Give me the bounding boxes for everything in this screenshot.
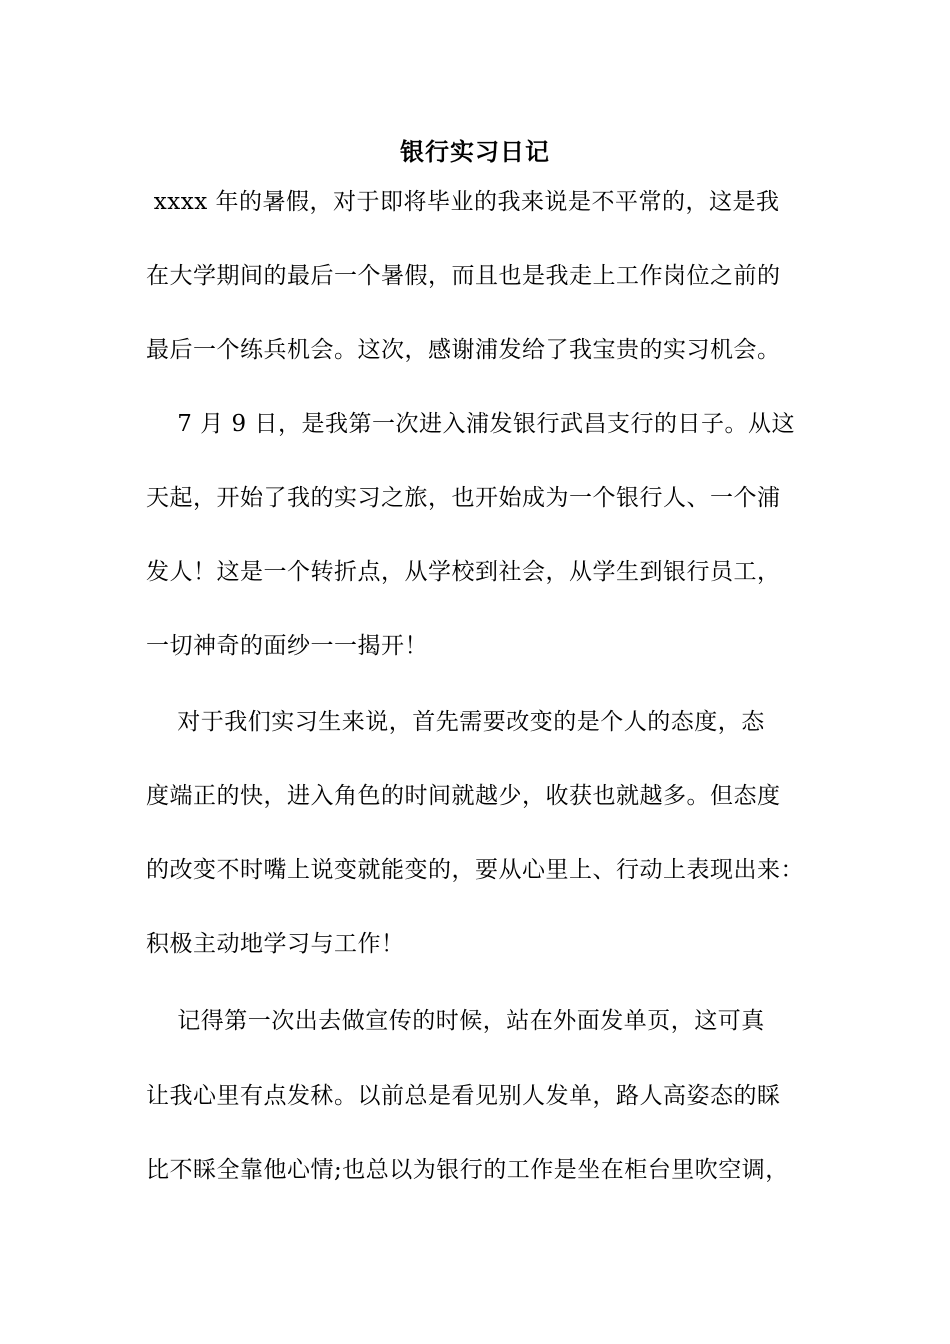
body-line-5: 天起，开始了我的实习之旅，也开始成为一个银行人、一个浦 bbox=[146, 485, 781, 511]
document-title: 银行实习日记 bbox=[400, 138, 550, 166]
body-line-11: 积极主动地学习与工作！ bbox=[146, 931, 405, 957]
body-line-3: 最后一个练兵机会。这次，感谢浦发给了我宝贵的实习机会。 bbox=[146, 337, 781, 363]
body-line-1: xxxx 年的暑假，对于即将毕业的我来说是不平常的，这是我 bbox=[146, 189, 780, 215]
body-line-12: 记得第一次出去做宣传的时候，站在外面发单页，这可真 bbox=[146, 1008, 765, 1034]
body-line-2: 在大学期间的最后一个暑假，而且也是我走上工作岗位之前的 bbox=[146, 263, 781, 289]
body-line-7: 一切神奇的面纱一一揭开！ bbox=[146, 633, 428, 659]
body-line-4: 7 月 9 日，是我第一次进入浦发银行武昌支行的日子。从这 bbox=[146, 411, 795, 437]
body-line-13: 让我心里有点发秫。以前总是看见别人发单，路人高姿态的睬 bbox=[146, 1083, 781, 1109]
body-line-14: 比不睬全靠他心情;也总以为银行的工作是坐在柜台里吹空调， bbox=[146, 1157, 789, 1183]
body-line-8: 对于我们实习生来说，首先需要改变的是个人的态度，态 bbox=[146, 709, 765, 735]
body-line-6: 发人！这是一个转折点，从学校到社会，从学生到银行员工， bbox=[146, 559, 781, 585]
body-line-9: 度端正的快，进入角色的时间就越少，收获也就越多。但态度 bbox=[146, 783, 781, 809]
body-line-10: 的改变不时嘴上说变就能变的，要从心里上、行动上表现出来： bbox=[146, 857, 804, 883]
